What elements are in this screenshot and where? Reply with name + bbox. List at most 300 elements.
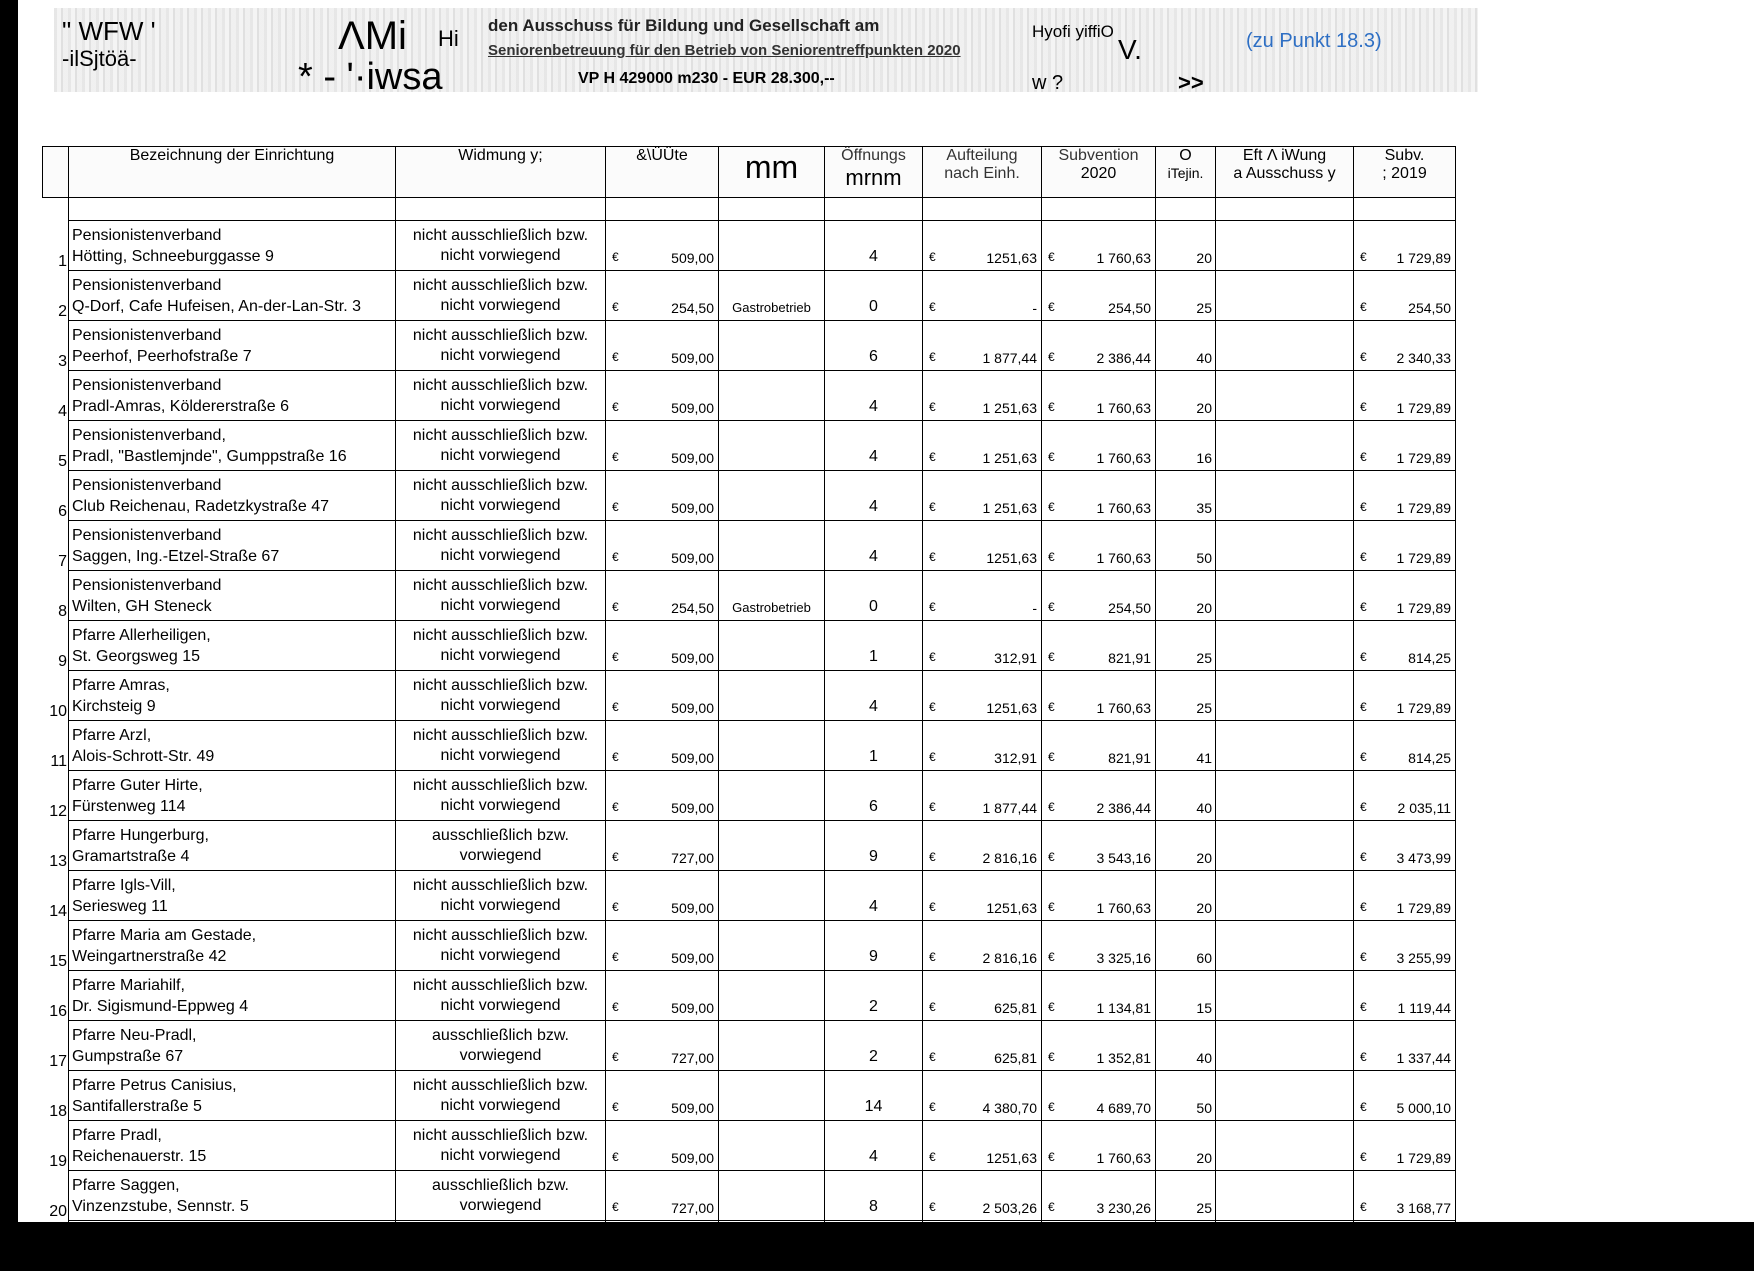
row-number: 12 — [49, 802, 67, 820]
row-number: 2 — [58, 302, 67, 320]
note — [719, 621, 825, 671]
euro-sign: € — [1048, 1100, 1055, 1114]
col-header-aufteilung-line2: nach Einh. — [944, 165, 1020, 182]
table-row — [43, 271, 1456, 321]
subsidy-2019 — [1354, 921, 1456, 971]
row-number: 7 — [58, 552, 67, 570]
euro-sign: € — [612, 1050, 619, 1064]
base-amount-value: 727,00 — [671, 1050, 714, 1066]
table-row — [43, 721, 1456, 771]
committee-recommendation — [1216, 771, 1354, 821]
allocation-amount-value: 1 877,44 — [982, 350, 1037, 366]
facility-name-line1: Pfarre Petrus Canisius, — [72, 1076, 237, 1094]
committee-recommendation — [1216, 321, 1354, 371]
table-row — [43, 1171, 1456, 1221]
opening-count: 2 — [825, 1021, 923, 1071]
widmung — [396, 421, 606, 471]
allocation-amount — [923, 821, 1042, 871]
widmung-line1: nicht ausschließlich bzw. — [412, 426, 589, 444]
row-number: 16 — [49, 1002, 67, 1020]
base-amount — [606, 1221, 719, 1271]
base-amount — [606, 471, 719, 521]
participants: 50 — [1156, 521, 1216, 571]
subsidy-2019 — [1354, 371, 1456, 421]
euro-sign: € — [1360, 800, 1367, 814]
allocation-amount-value: - — [1032, 300, 1037, 316]
subsidy-2019-value: 814,25 — [1408, 650, 1451, 666]
facility-name-line1: Pensionistenverband — [72, 526, 222, 544]
header-subtitle-line: Seniorenbetreuung für den Betrieb von Seniorentreffpunkten 2020 — [488, 42, 961, 59]
subsidy-2020-value: 254,50 — [1108, 600, 1151, 616]
euro-sign: € — [929, 650, 936, 664]
col-header-subvention-line2: 2020 — [1080, 165, 1117, 182]
facility-name — [69, 921, 396, 971]
facility-name-line2: Club Reichenau, Radetzkystraße 47 — [72, 497, 330, 515]
subsidy-2020-value: 1 760,63 — [1096, 550, 1151, 566]
allocation-amount-value: 1251,63 — [986, 550, 1037, 566]
participants: 20 — [1156, 571, 1216, 621]
widmung — [396, 321, 606, 371]
euro-sign: € — [612, 950, 619, 964]
opening-count: 0 — [825, 271, 923, 321]
participants: 35 — [1156, 471, 1216, 521]
subsidy-2020 — [1042, 571, 1156, 621]
widmung — [396, 1021, 606, 1071]
table-body — [43, 221, 1456, 1271]
euro-sign: € — [1048, 950, 1055, 964]
allocation-amount — [923, 1221, 1042, 1271]
allocation-amount — [923, 1171, 1042, 1221]
base-amount — [606, 971, 719, 1021]
col-header-oeffnung-line1: Öffnungs — [841, 147, 906, 164]
widmung-line1: nicht ausschließlich bzw. — [412, 326, 589, 344]
note — [719, 1121, 825, 1171]
euro-sign: € — [929, 400, 936, 414]
opening-count: 4 — [825, 1121, 923, 1171]
subsidy-2019 — [1354, 871, 1456, 921]
col-header-widmung: Widmung y; — [396, 147, 606, 198]
subsidy-2019 — [1354, 471, 1456, 521]
committee-recommendation — [1216, 1171, 1354, 1221]
euro-sign: € — [1048, 700, 1055, 714]
table-row — [43, 371, 1456, 421]
facility-name-line1: Pfarre St Jakob, — [72, 1226, 187, 1244]
subsidy-2019 — [1354, 271, 1456, 321]
subsidy-2019-value: 4 389,66 — [1396, 1250, 1451, 1266]
row-number: 10 — [49, 702, 67, 720]
participants: 15 — [1156, 971, 1216, 1021]
committee-recommendation — [1216, 221, 1354, 271]
facility-name-line1: Pfarre Igls-Vill, — [72, 876, 176, 894]
facility-name-line1: Pensionistenverband — [72, 576, 222, 594]
subsidy-2020-value: 1 760,63 — [1096, 250, 1151, 266]
euro-sign: € — [612, 450, 619, 464]
allocation-amount-value: 2 503,26 — [982, 1200, 1037, 1216]
col-header-teilnehmer-line2: iTejin. — [1167, 165, 1204, 181]
subsidy-2019-value: 1 337,44 — [1396, 1050, 1451, 1066]
subsidy-2019-value: 3 255,99 — [1396, 950, 1451, 966]
note — [719, 1171, 825, 1221]
widmung-line2: nicht vorwiegend — [440, 496, 561, 514]
participants: 20 — [1156, 221, 1216, 271]
allocation-amount-value: 625,81 — [994, 1050, 1037, 1066]
subsidy-2019 — [1354, 1021, 1456, 1071]
allocation-amount — [923, 721, 1042, 771]
widmung-line1: ausschließlich bzw. — [432, 1176, 569, 1194]
facility-name-line1: Pfarre Guter Hirte, — [72, 776, 203, 794]
facility-name-line1: Pensionistenverband — [72, 476, 222, 494]
col-header-teilnehmer — [1156, 147, 1216, 198]
euro-sign: € — [612, 600, 619, 614]
facility-name-line1: Pfarre Maria am Gestade, — [72, 926, 257, 944]
euro-sign: € — [1048, 1250, 1055, 1264]
base-amount-value: 509,00 — [671, 700, 714, 716]
subsidy-2019-value: 1 729,89 — [1396, 1150, 1451, 1166]
base-amount-value: 509,00 — [671, 750, 714, 766]
euro-sign: € — [929, 1150, 936, 1164]
allocation-amount-value: 625,81 — [994, 1000, 1037, 1016]
table-row — [43, 1121, 1456, 1171]
opening-count: 2 — [825, 971, 923, 1021]
facility-name — [69, 1171, 396, 1221]
euro-sign: € — [612, 500, 619, 514]
facility-name — [69, 721, 396, 771]
subsidy-2019-value: 1 729,89 — [1396, 550, 1451, 566]
subsidy-2020-value: 1 134,81 — [1096, 1000, 1151, 1016]
table-row — [43, 971, 1456, 1021]
euro-sign: € — [1048, 1050, 1055, 1064]
widmung — [396, 571, 606, 621]
widmung-line1: ausschließlich bzw. — [432, 826, 569, 844]
euro-sign: € — [612, 250, 619, 264]
col-header-subvention-line1: Subvention — [1058, 147, 1139, 164]
facility-name-line2: Dr. Sigismund-Eppweg 4 — [72, 997, 249, 1015]
table-row — [43, 1071, 1456, 1121]
participants: 25 — [1156, 621, 1216, 671]
subsidy-2020 — [1042, 221, 1156, 271]
subsidy-2020-value: 3 230,26 — [1096, 1200, 1151, 1216]
row-number: 5 — [58, 452, 67, 470]
base-amount — [606, 221, 719, 271]
header-title-line: den Ausschuss für Bildung und Gesellschaft am — [488, 16, 880, 35]
table-row — [43, 1221, 1456, 1271]
widmung-line2: vorwiegend — [459, 846, 542, 864]
facility-name-line1: Pensionistenverband — [72, 376, 222, 394]
note — [719, 321, 825, 371]
euro-sign: € — [1360, 600, 1367, 614]
participants: 50 — [1156, 1071, 1216, 1121]
subsidy-2020-value: 3 543,16 — [1096, 850, 1151, 866]
allocation-amount — [923, 671, 1042, 721]
euro-sign: € — [1360, 250, 1367, 264]
allocation-amount — [923, 1071, 1042, 1121]
base-amount — [606, 621, 719, 671]
committee-recommendation — [1216, 871, 1354, 921]
euro-sign: € — [612, 700, 619, 714]
subsidy-2019-value: 1 729,89 — [1396, 400, 1451, 416]
subsidy-2020 — [1042, 971, 1156, 1021]
subsidy-2020-value: 1 760,63 — [1096, 500, 1151, 516]
euro-sign: € — [1360, 750, 1367, 764]
header-fragment-a: " WFW ' — [62, 16, 156, 46]
euro-sign: € — [929, 900, 936, 914]
facility-name-line2: St. Georgsweg 15 — [72, 647, 201, 665]
euro-sign: € — [612, 1150, 619, 1164]
note: Gastrobetrieb — [719, 571, 825, 621]
base-amount-value: 509,00 — [671, 400, 714, 416]
note — [719, 671, 825, 721]
subsidy-2020-value: 1 760,63 — [1096, 900, 1151, 916]
row-number: 6 — [58, 502, 67, 520]
committee-recommendation — [1216, 821, 1354, 871]
opening-count: 4 — [825, 371, 923, 421]
subsidy-2020-value: 4 689,70 — [1096, 1100, 1151, 1116]
widmung — [396, 671, 606, 721]
allocation-amount — [923, 771, 1042, 821]
participants: 60 — [1156, 921, 1216, 971]
facility-name-line2: Weingartnerstraße 42 — [72, 947, 227, 965]
euro-sign: € — [1360, 450, 1367, 464]
base-amount-value: 509,00 — [671, 1100, 714, 1116]
row-number: 14 — [49, 902, 67, 920]
base-amount-value: 509,00 — [671, 1000, 714, 1016]
widmung — [396, 1121, 606, 1171]
widmung-line2: nicht vorwiegend — [440, 446, 561, 464]
opening-count: 14 — [825, 1071, 923, 1121]
widmung — [396, 821, 606, 871]
widmung — [396, 271, 606, 321]
row-number: 21 — [49, 1252, 67, 1270]
base-amount-value: 509,00 — [671, 450, 714, 466]
row-number: 18 — [49, 1102, 67, 1120]
widmung — [396, 721, 606, 771]
row-number: 4 — [58, 402, 67, 420]
note — [719, 971, 825, 1021]
subsidy-2019 — [1354, 571, 1456, 621]
committee-recommendation — [1216, 621, 1354, 671]
col-header-sockel: &\ÜÜte — [606, 147, 719, 198]
col-header-subv2019-line2: ; 2019 — [1382, 165, 1427, 182]
widmung-line2: vorwiegend — [459, 1196, 542, 1214]
note — [719, 871, 825, 921]
allocation-amount-value: 3 754,89 — [982, 1250, 1037, 1266]
base-amount — [606, 721, 719, 771]
note — [719, 821, 825, 871]
facility-name-line1: Pensionistenverband, — [72, 426, 226, 444]
allocation-amount — [923, 1021, 1042, 1071]
subsidy-2020-value: 821,91 — [1108, 750, 1151, 766]
widmung — [396, 1071, 606, 1121]
subsidy-2020 — [1042, 471, 1156, 521]
euro-sign: € — [1360, 1050, 1367, 1064]
facility-name-line2: Q-Dorf, Cafe Hufeisen, An-der-Lan-Str. 3 — [72, 297, 362, 315]
euro-sign: € — [612, 1100, 619, 1114]
opening-count: 6 — [825, 771, 923, 821]
header-fragment-j: V. — [1118, 34, 1142, 65]
col-header-empfehlung-line1: Eft Λ iWung — [1242, 147, 1327, 164]
facility-name-line1: Pensionistenverband — [72, 326, 222, 344]
allocation-amount — [923, 271, 1042, 321]
base-amount-value: 254,50 — [671, 300, 714, 316]
opening-count: 4 — [825, 671, 923, 721]
participants: 20 — [1156, 371, 1216, 421]
euro-sign: € — [612, 650, 619, 664]
subsidy-2019-value: 1 729,89 — [1396, 700, 1451, 716]
widmung-line2: nicht vorwiegend — [440, 1146, 561, 1164]
widmung-line1: nicht ausschließlich bzw. — [412, 476, 589, 494]
base-amount — [606, 371, 719, 421]
note — [719, 221, 825, 271]
widmung-line1: nicht ausschließlich bzw. — [412, 576, 589, 594]
col-header-empfehlung — [1216, 147, 1354, 198]
euro-sign: € — [1360, 900, 1367, 914]
subsidy-2019 — [1354, 971, 1456, 1021]
subsidy-2020-value: 1 760,63 — [1096, 450, 1151, 466]
widmung-line2: nicht vorwiegend — [440, 246, 561, 264]
allocation-amount — [923, 521, 1042, 571]
euro-sign: € — [929, 1200, 936, 1214]
table-row — [43, 421, 1456, 471]
row-number: 1 — [58, 252, 67, 270]
allocation-amount — [923, 621, 1042, 671]
subsidy-2019 — [1354, 721, 1456, 771]
subsidy-2019 — [1354, 821, 1456, 871]
euro-sign: € — [929, 500, 936, 514]
subsidy-2020-value: 254,50 — [1108, 300, 1151, 316]
table-row — [43, 471, 1456, 521]
opening-count: 1 — [825, 621, 923, 671]
header-fragment-d: Hi — [438, 26, 459, 51]
header-fragment-i: Hyofi yiffiO — [1032, 22, 1114, 41]
facility-name — [69, 771, 396, 821]
base-amount-value: 509,00 — [671, 650, 714, 666]
facility-name-line1: Pensionistenverband — [72, 226, 222, 244]
euro-sign: € — [929, 800, 936, 814]
euro-sign: € — [1360, 950, 1367, 964]
euro-sign: € — [1048, 500, 1055, 514]
base-amount-value: 509,00 — [671, 800, 714, 816]
note — [719, 1071, 825, 1121]
note — [719, 1221, 825, 1271]
agenda-reference: (zu Punkt 18.3) — [1246, 30, 1382, 52]
allocation-amount-value: 1251,63 — [986, 250, 1037, 266]
base-amount — [606, 871, 719, 921]
subsidy-2020-value: 1 352,81 — [1096, 1050, 1151, 1066]
committee-recommendation — [1216, 671, 1354, 721]
widmung-line1: nicht ausschließlich bzw. — [412, 1126, 589, 1144]
committee-recommendation — [1216, 471, 1354, 521]
euro-sign: € — [1048, 400, 1055, 414]
row-number: 17 — [49, 1052, 67, 1070]
participants: 25 — [1156, 671, 1216, 721]
euro-sign: € — [929, 950, 936, 964]
row-number: 15 — [49, 952, 67, 970]
participants: 20 — [1156, 1121, 1216, 1171]
base-amount-value: 509,00 — [671, 900, 714, 916]
facility-name-line1: Pfarre Arzl, — [72, 726, 152, 744]
widmung-line2: nicht vorwiegend — [440, 1246, 561, 1264]
facility-name — [69, 1071, 396, 1121]
note — [719, 471, 825, 521]
subsidy-2020 — [1042, 621, 1156, 671]
facility-name — [69, 471, 396, 521]
base-amount — [606, 1171, 719, 1221]
facility-name — [69, 621, 396, 671]
subsidy-2020-value: 4 263,89 — [1096, 1250, 1151, 1266]
allocation-amount-value: 1251,63 — [986, 900, 1037, 916]
participants: 8 — [1156, 1221, 1216, 1271]
allocation-amount-value: 1251,63 — [986, 700, 1037, 716]
participants: 25 — [1156, 271, 1216, 321]
committee-recommendation — [1216, 371, 1354, 421]
widmung — [396, 1171, 606, 1221]
table-row — [43, 321, 1456, 371]
euro-sign: € — [929, 1000, 936, 1014]
euro-sign: € — [1048, 450, 1055, 464]
subsidy-2019-value: 1 729,89 — [1396, 250, 1451, 266]
allocation-amount-value: 312,91 — [994, 650, 1037, 666]
note — [719, 771, 825, 821]
facility-name-line2: Jakobistube, Domplatz 2 — [72, 1247, 248, 1265]
note — [719, 1021, 825, 1071]
euro-sign: € — [929, 1100, 936, 1114]
facility-name — [69, 1021, 396, 1071]
table-row — [43, 671, 1456, 721]
facility-name-line1: Pfarre Neu-Pradl, — [72, 1026, 197, 1044]
subsidy-2020 — [1042, 1021, 1156, 1071]
subsidy-2019-value: 1 729,89 — [1396, 450, 1451, 466]
base-amount-value: 509,00 — [671, 250, 714, 266]
widmung-line2: nicht vorwiegend — [440, 896, 561, 914]
facility-name-line2: Hötting, Schneeburggasse 9 — [72, 247, 274, 265]
euro-sign: € — [1360, 400, 1367, 414]
note — [719, 921, 825, 971]
euro-sign: € — [1360, 650, 1367, 664]
participants: 20 — [1156, 821, 1216, 871]
subsidy-2019 — [1354, 771, 1456, 821]
col-header-oeffnung — [825, 147, 923, 198]
widmung-line2: nicht vorwiegend — [440, 996, 561, 1014]
allocation-amount — [923, 571, 1042, 621]
allocation-amount — [923, 221, 1042, 271]
base-amount — [606, 921, 719, 971]
euro-sign: € — [929, 300, 936, 314]
opening-count: 4 — [825, 221, 923, 271]
subsidy-2019-value: 3 168,77 — [1396, 1200, 1451, 1216]
subsidy-2020-value: 1 760,63 — [1096, 1150, 1151, 1166]
widmung-line1: nicht ausschließlich bzw. — [412, 726, 589, 744]
subsidy-2020 — [1042, 271, 1156, 321]
euro-sign: € — [612, 400, 619, 414]
base-amount-value: 727,00 — [671, 1200, 714, 1216]
base-amount-value: 727,00 — [671, 850, 714, 866]
facility-name-line2: Kirchsteig 9 — [72, 697, 156, 715]
base-amount-value: 509,00 — [671, 1250, 714, 1266]
euro-sign: € — [612, 1000, 619, 1014]
base-amount — [606, 671, 719, 721]
widmung-line1: nicht ausschließlich bzw. — [412, 1076, 589, 1094]
widmung-line2: nicht vorwiegend — [440, 796, 561, 814]
widmung-line1: nicht ausschließlich bzw. — [412, 876, 589, 894]
subsidy-2020-value: 821,91 — [1108, 650, 1151, 666]
widmung-line1: ausschließlich bzw. — [432, 1026, 569, 1044]
facility-name-line2: Wilten, GH Steneck — [72, 597, 212, 615]
base-amount — [606, 1071, 719, 1121]
facility-name-line2: Vinzenzstube, Sennstr. 5 — [72, 1197, 249, 1215]
facility-name — [69, 821, 396, 871]
col-header-empfehlung-line2: a Ausschuss y — [1233, 165, 1336, 182]
euro-sign: € — [1048, 800, 1055, 814]
